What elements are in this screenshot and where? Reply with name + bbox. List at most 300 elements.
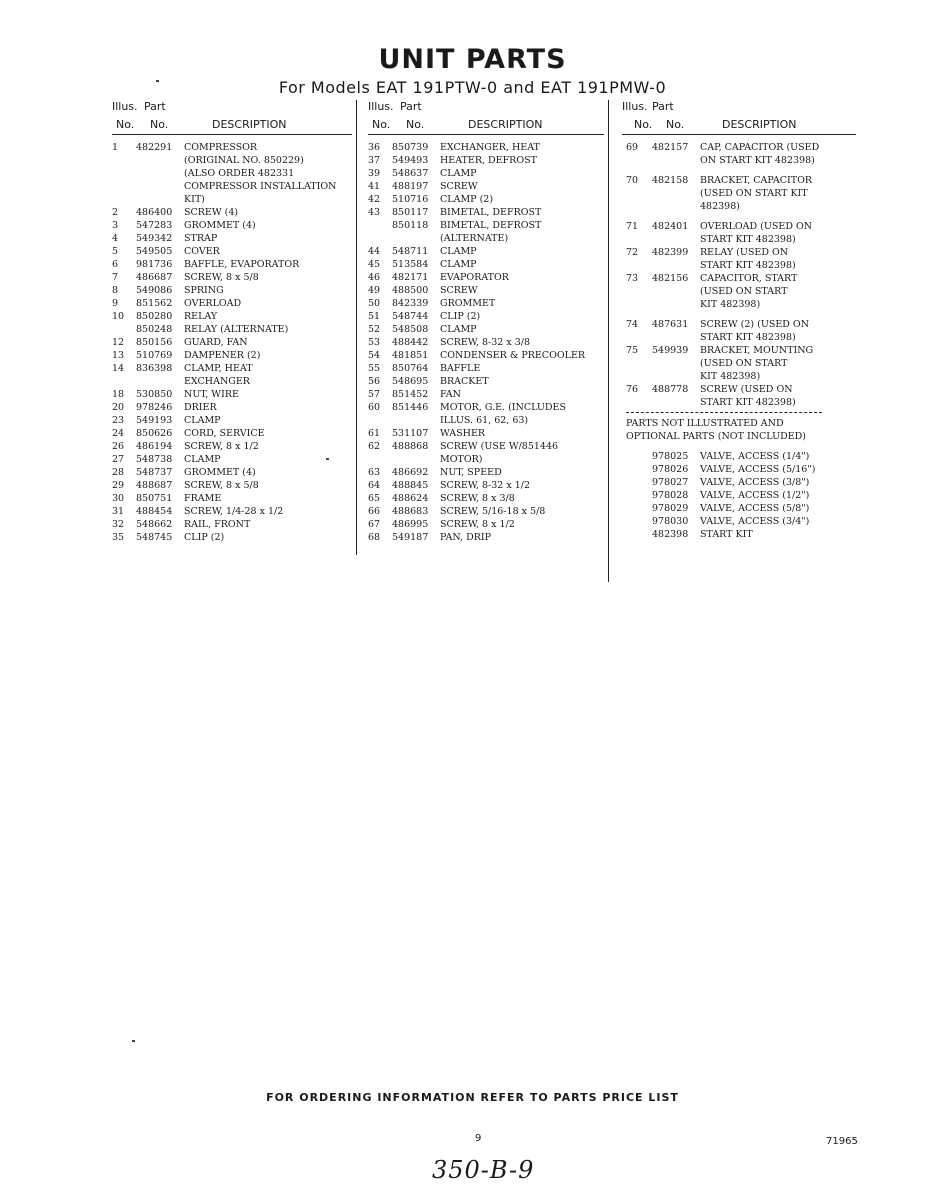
part-description: BRACKET, MOUNTING: [700, 345, 814, 356]
part-description: SCREW (2) (USED ON: [700, 319, 810, 330]
illus-number: 20: [112, 402, 125, 413]
part-number: 482157: [652, 142, 689, 153]
part-row: [368, 193, 604, 206]
illus-number: 4: [112, 233, 119, 244]
part-row: [112, 245, 352, 258]
part-number: 548695: [392, 376, 429, 387]
illus-number: 56: [368, 376, 381, 387]
part-number: 549086: [136, 285, 173, 296]
part-number: 978029: [652, 503, 689, 514]
illus-number: 7: [112, 272, 119, 283]
part-number: 548744: [392, 311, 429, 322]
illus-number: 60: [368, 402, 381, 413]
part-row: [622, 141, 856, 154]
part-description: NUT, SPEED: [440, 467, 502, 478]
illus-number: 44: [368, 246, 381, 257]
part-row: [368, 271, 604, 284]
row-gap: [622, 167, 856, 174]
header-illus-label: Illus.: [622, 100, 648, 113]
part-row: [622, 331, 856, 344]
illus-number: 75: [626, 345, 639, 356]
illus-number: 35: [112, 532, 125, 543]
part-description: (ORIGINAL NO. 850229): [184, 155, 304, 166]
part-description: GROMMET (4): [184, 220, 256, 231]
part-description: KIT 482398): [700, 371, 761, 382]
part-number: 836398: [136, 363, 173, 374]
part-description: GROMMET (4): [184, 467, 256, 478]
part-row: [112, 219, 352, 232]
part-number: 549939: [652, 345, 689, 356]
part-row: [368, 518, 604, 531]
part-row: [622, 220, 856, 233]
illus-number: 65: [368, 493, 381, 504]
part-description: CLIP (2): [184, 532, 225, 543]
part-number: 530850: [136, 389, 173, 400]
part-row: [112, 310, 352, 323]
part-description: VALVE, ACCESS (5/16"): [700, 464, 816, 475]
illus-number: 61: [368, 428, 381, 439]
header-rule: [368, 134, 604, 135]
illus-number: 49: [368, 285, 381, 296]
part-number: 978026: [652, 464, 689, 475]
part-description: VALVE, ACCESS (1/4"): [700, 451, 810, 462]
part-row: [368, 440, 604, 453]
part-number: 978030: [652, 516, 689, 527]
part-description: KIT 482398): [700, 299, 761, 310]
illus-number: 41: [368, 181, 381, 192]
part-row: [112, 518, 352, 531]
illus-number: 76: [626, 384, 639, 395]
page-title: UNIT PARTS: [378, 44, 567, 75]
part-description: COVER: [184, 246, 220, 257]
header-part-no-label: No.: [666, 118, 685, 131]
header-no-label: No.: [372, 118, 391, 131]
part-description: CLIP (2): [440, 311, 481, 322]
illus-number: 54: [368, 350, 381, 361]
part-description: CLAMP: [440, 324, 477, 335]
part-number: 486692: [392, 467, 429, 478]
part-row: [368, 219, 604, 232]
part-number: 851452: [392, 389, 429, 400]
part-number: 488197: [392, 181, 429, 192]
part-number: 488500: [392, 285, 429, 296]
part-description: SCREW, 8 x 5/8: [184, 272, 259, 283]
part-description: CLAMP: [440, 246, 477, 257]
page-subtitle: For Models EAT 191PTW-0 and EAT 191PMW-0: [278, 78, 667, 97]
part-description: EXCHANGER: [184, 376, 250, 387]
part-description: SCREW, 5/16-18 x 5/8: [440, 506, 546, 517]
part-number: 548662: [136, 519, 173, 530]
illus-number: 67: [368, 519, 381, 530]
part-number: 842339: [392, 298, 429, 309]
part-description: CLAMP: [440, 168, 477, 179]
part-description: START KIT 482398): [700, 332, 796, 343]
illus-number: 70: [626, 175, 639, 186]
part-row: [112, 375, 352, 388]
part-description: (USED ON START: [700, 358, 788, 369]
illus-number: 66: [368, 506, 381, 517]
part-number: 488778: [652, 384, 689, 395]
part-row: [622, 259, 856, 272]
part-row: [112, 297, 352, 310]
optional-part-row: [622, 502, 856, 515]
part-number: 850248: [136, 324, 173, 335]
part-row: [368, 466, 604, 479]
scan-speck: [326, 458, 329, 460]
part-row: [112, 388, 352, 401]
part-description: SCREW, 1/4-28 x 1/2: [184, 506, 284, 517]
header-description-label: DESCRIPTION: [722, 118, 797, 131]
optional-part-row: [622, 476, 856, 489]
part-number: 978027: [652, 477, 689, 488]
part-row: [622, 187, 856, 200]
part-row: [368, 154, 604, 167]
part-number: 548738: [136, 454, 173, 465]
part-number: 481851: [392, 350, 429, 361]
illus-number: 14: [112, 363, 125, 374]
part-number: 549342: [136, 233, 173, 244]
part-number: 850626: [136, 428, 173, 439]
part-row: [368, 232, 604, 245]
part-row: [622, 233, 856, 246]
part-description: SCREW: [440, 181, 478, 192]
part-number: 850118: [392, 220, 429, 231]
part-number: 548711: [392, 246, 429, 257]
part-description: EVAPORATOR: [440, 272, 509, 283]
part-description: CLAMP: [440, 259, 477, 270]
header-part-no-label: No.: [150, 118, 169, 131]
part-number: 850739: [392, 142, 429, 153]
part-description: START KIT 482398): [700, 260, 796, 271]
header-description-label: DESCRIPTION: [212, 118, 287, 131]
part-number: 482399: [652, 247, 689, 258]
part-row: [112, 466, 352, 479]
row-gap: [622, 213, 856, 220]
part-number: 981736: [136, 259, 173, 270]
header-description-label: DESCRIPTION: [468, 118, 543, 131]
part-row: [368, 349, 604, 362]
part-description: CAP, CAPACITOR (USED: [700, 142, 820, 153]
part-description: CAPACITOR, START: [700, 273, 798, 284]
illus-number: 62: [368, 441, 381, 452]
part-description: CLAMP, HEAT: [184, 363, 253, 374]
part-description: SCREW: [440, 285, 478, 296]
part-row: [112, 167, 352, 180]
illus-number: 72: [626, 247, 639, 258]
part-row: [112, 414, 352, 427]
part-description: BIMETAL, DEFROST: [440, 207, 542, 218]
part-row: [112, 154, 352, 167]
part-row: [368, 401, 604, 414]
part-row: [112, 284, 352, 297]
illus-number: 42: [368, 194, 381, 205]
part-description: START KIT 482398): [700, 234, 796, 245]
part-number: 482401: [652, 221, 689, 232]
part-description: EXCHANGER, HEAT: [440, 142, 540, 153]
illus-number: 28: [112, 467, 125, 478]
illus-number: 55: [368, 363, 381, 374]
illus-number: 12: [112, 337, 125, 348]
part-number: 482291: [136, 142, 173, 153]
part-row: [622, 246, 856, 259]
illus-number: 32: [112, 519, 125, 530]
part-description: BIMETAL, DEFROST: [440, 220, 542, 231]
part-number: 850751: [136, 493, 173, 504]
part-number: 549187: [392, 532, 429, 543]
part-row: [622, 318, 856, 331]
part-number: 482158: [652, 175, 689, 186]
part-description: BRACKET, CAPACITOR: [700, 175, 813, 186]
part-description: SCREW, 8 x 3/8: [440, 493, 515, 504]
optional-parts-note: OPTIONAL PARTS (NOT INCLUDED): [626, 431, 806, 442]
illus-number: 57: [368, 389, 381, 400]
header-illus-label: Illus.: [368, 100, 394, 113]
part-description: DAMPENER (2): [184, 350, 261, 361]
optional-part-row: [622, 515, 856, 528]
part-row: [368, 531, 604, 544]
optional-parts-note: PARTS NOT ILLUSTRATED AND: [626, 418, 784, 429]
part-number: 547283: [136, 220, 173, 231]
part-description: SCREW (USE W/851446: [440, 441, 559, 452]
part-row: [622, 370, 856, 383]
ordering-note: FOR ORDERING INFORMATION REFER TO PARTS PRICE LIST: [266, 1091, 679, 1104]
part-number: 513584: [392, 259, 429, 270]
part-row: [368, 310, 604, 323]
illus-number: 43: [368, 207, 381, 218]
part-row: [112, 258, 352, 271]
illus-number: 53: [368, 337, 381, 348]
part-row: [112, 427, 352, 440]
illus-number: 1: [112, 142, 119, 153]
illus-number: 31: [112, 506, 125, 517]
part-description: (USED ON START KIT: [700, 188, 808, 199]
column-header: [112, 100, 352, 134]
part-row: [112, 531, 352, 544]
part-description: CLAMP: [184, 454, 221, 465]
part-description: SCREW, 8 x 5/8: [184, 480, 259, 491]
part-row: [368, 362, 604, 375]
part-number: 549505: [136, 246, 173, 257]
parts-column-3: [622, 100, 856, 541]
part-number: 851562: [136, 298, 173, 309]
header-part-label: Part: [144, 100, 166, 113]
illus-number: 29: [112, 480, 125, 491]
part-description: SCREW, 8-32 x 1/2: [440, 480, 531, 491]
part-row: [622, 298, 856, 311]
part-row: [112, 401, 352, 414]
header-rule: [622, 134, 856, 135]
illus-number: 23: [112, 415, 125, 426]
part-row: [112, 505, 352, 518]
part-row: [112, 193, 352, 206]
part-row: [368, 323, 604, 336]
column-divider: [356, 100, 357, 555]
part-row: [112, 492, 352, 505]
part-row: [112, 232, 352, 245]
part-description: START KIT: [700, 529, 753, 540]
illus-number: 71: [626, 221, 639, 232]
part-description: (ALSO ORDER 482331: [184, 168, 295, 179]
part-number: 850156: [136, 337, 173, 348]
part-row: [622, 154, 856, 167]
part-row: [112, 323, 352, 336]
illus-number: 5: [112, 246, 119, 257]
part-description: VALVE, ACCESS (3/8"): [700, 477, 810, 488]
part-description: VALVE, ACCESS (5/8"): [700, 503, 810, 514]
part-description: DRIER: [184, 402, 217, 413]
part-description: SCREW (USED ON: [700, 384, 793, 395]
part-number: 531107: [392, 428, 429, 439]
column-header: [368, 100, 604, 134]
part-description: RELAY (USED ON: [700, 247, 789, 258]
part-number: 482171: [392, 272, 429, 283]
part-row: [368, 336, 604, 349]
scan-speck: [156, 80, 159, 82]
illus-number: 26: [112, 441, 125, 452]
part-row: [368, 245, 604, 258]
illus-number: 3: [112, 220, 119, 231]
part-number: 548745: [136, 532, 173, 543]
part-row: [112, 349, 352, 362]
parts-column-1: [112, 100, 352, 544]
part-row: [112, 141, 352, 154]
optional-part-row: [622, 450, 856, 463]
part-row: [368, 505, 604, 518]
illus-number: 64: [368, 480, 381, 491]
column-header: [622, 100, 856, 134]
header-illus-label: Illus.: [112, 100, 138, 113]
illus-number: 51: [368, 311, 381, 322]
part-description: CORD, SERVICE: [184, 428, 265, 439]
part-description: ON START KIT 482398): [700, 155, 815, 166]
part-description: SCREW (4): [184, 207, 239, 218]
part-number: 488454: [136, 506, 173, 517]
illus-number: 63: [368, 467, 381, 478]
illus-number: 13: [112, 350, 125, 361]
illus-number: 39: [368, 168, 381, 179]
part-row: [622, 383, 856, 396]
part-number: 488624: [392, 493, 429, 504]
part-number: 486194: [136, 441, 173, 452]
illus-number: 73: [626, 273, 639, 284]
part-description: (USED ON START: [700, 286, 788, 297]
part-description: (ALTERNATE): [440, 233, 509, 244]
part-description: KIT): [184, 194, 205, 205]
part-row: [368, 141, 604, 154]
part-description: RAIL, FRONT: [184, 519, 251, 530]
illus-number: 45: [368, 259, 381, 270]
part-description: CONDENSER & PRECOOLER: [440, 350, 586, 361]
part-description: BAFFLE: [440, 363, 481, 374]
part-row: [112, 271, 352, 284]
part-description: VALVE, ACCESS (1/2"): [700, 490, 810, 501]
part-description: MOTOR, G.E. (INCLUDES: [440, 402, 566, 413]
part-number: 549493: [392, 155, 429, 166]
part-row: [112, 440, 352, 453]
part-number: 488845: [392, 480, 429, 491]
part-row: [368, 388, 604, 401]
part-row: [622, 200, 856, 213]
part-description: VALVE, ACCESS (3/4"): [700, 516, 810, 527]
part-description: COMPRESSOR INSTALLATION: [184, 181, 337, 192]
part-row: [368, 375, 604, 388]
part-description: CLAMP (2): [440, 194, 494, 205]
part-number: 548637: [392, 168, 429, 179]
parts-column-2: [368, 100, 604, 544]
part-row: [622, 357, 856, 370]
part-row: [368, 167, 604, 180]
document-number: 71965: [826, 1136, 858, 1147]
part-number: 482156: [652, 273, 689, 284]
part-description: RELAY: [184, 311, 218, 322]
illus-number: 37: [368, 155, 381, 166]
part-description: SPRING: [184, 285, 224, 296]
part-description: BRACKET: [440, 376, 489, 387]
part-description: HEATER, DEFROST: [440, 155, 537, 166]
part-description: 482398): [700, 201, 740, 212]
header-no-label: No.: [116, 118, 135, 131]
part-number: 510716: [392, 194, 429, 205]
header-rule: [112, 134, 352, 135]
optional-part-row: [622, 489, 856, 502]
illus-number: 69: [626, 142, 639, 153]
illus-number: 74: [626, 319, 639, 330]
part-number: 851446: [392, 402, 429, 413]
part-description: BAFFLE, EVAPORATOR: [184, 259, 300, 270]
part-description: CLAMP: [184, 415, 221, 426]
part-row: [368, 206, 604, 219]
part-number: 488687: [136, 480, 173, 491]
illus-number: 9: [112, 298, 119, 309]
illus-number: 18: [112, 389, 125, 400]
illus-number: 24: [112, 428, 125, 439]
part-row: [622, 272, 856, 285]
illus-number: 6: [112, 259, 119, 270]
part-row: [622, 396, 856, 409]
column-divider: [608, 100, 609, 582]
note-separator: [622, 409, 856, 417]
part-number: 488683: [392, 506, 429, 517]
part-row: [112, 180, 352, 193]
part-number: 850117: [392, 207, 429, 218]
illus-number: 36: [368, 142, 381, 153]
part-description: MOTOR): [440, 454, 483, 465]
part-number: 487631: [652, 319, 689, 330]
part-row: [112, 336, 352, 349]
part-description: GROMMET: [440, 298, 496, 309]
part-number: 482398: [652, 529, 689, 540]
part-description: STRAP: [184, 233, 218, 244]
part-number: 486995: [392, 519, 429, 530]
handwritten-annotation: 350-B-9: [432, 1156, 535, 1184]
part-row: [368, 258, 604, 271]
page-number: 9: [475, 1133, 482, 1144]
row-gap: [622, 443, 856, 450]
part-number: 978025: [652, 451, 689, 462]
part-description: COMPRESSOR: [184, 142, 258, 153]
illus-number: 2: [112, 207, 119, 218]
part-row: [368, 479, 604, 492]
part-description: START KIT 482398): [700, 397, 796, 408]
part-description: FAN: [440, 389, 461, 400]
part-number: 488868: [392, 441, 429, 452]
optional-part-row: [622, 463, 856, 476]
illus-number: 46: [368, 272, 381, 283]
illus-number: 30: [112, 493, 125, 504]
part-row: [368, 427, 604, 440]
part-description: WASHER: [440, 428, 486, 439]
part-description: OVERLOAD: [184, 298, 242, 309]
